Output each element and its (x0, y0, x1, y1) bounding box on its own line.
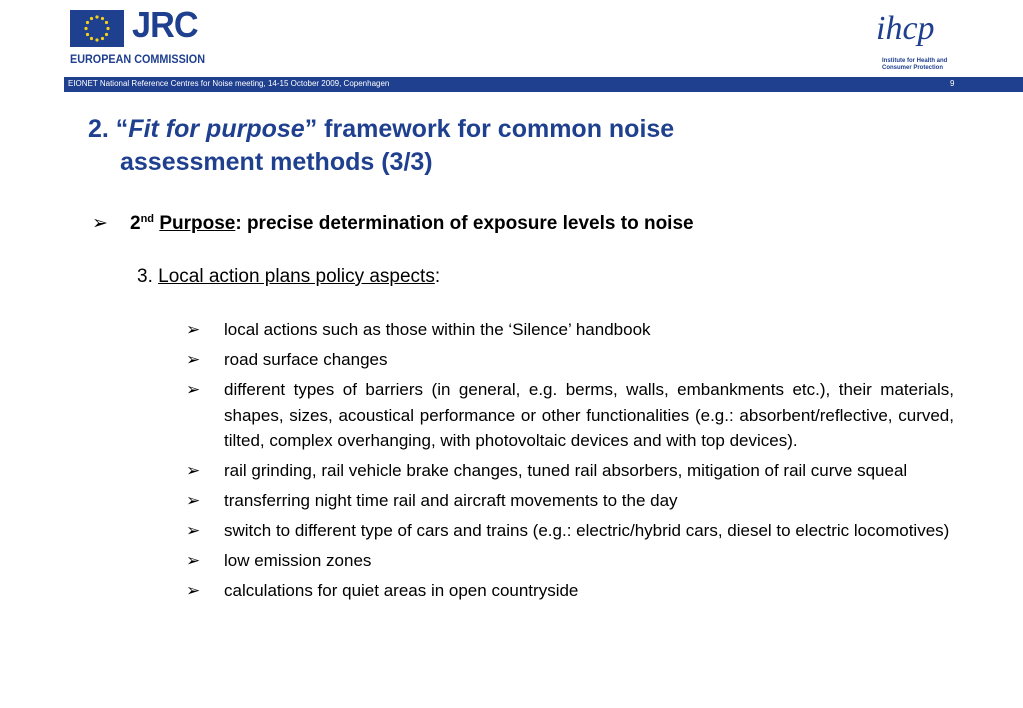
list-item (186, 578, 954, 604)
arrow-bullet-icon: ➢ (186, 380, 201, 399)
arrow-bullet-icon: ➢ (186, 551, 201, 570)
meeting-caption: EIONET National Reference Centres for Noise meeting, 14-15 October 2009, Copenhagen (68, 79, 390, 88)
arrow-bullet-icon: ➢ (186, 461, 201, 480)
title-prefix: 2. “ (88, 115, 129, 143)
purpose-text: : precise determination of exposure levels to noise (235, 213, 694, 234)
purpose-heading (92, 212, 694, 235)
european-commission-wordmark: EUROPEAN COMMISSION (70, 52, 206, 66)
arrow-bullet-icon: ➢ (92, 213, 108, 234)
purpose-number: 2 (130, 213, 141, 234)
jrc-logo (70, 4, 210, 70)
list-item-text: road surface changes (224, 350, 388, 369)
page-number: 9 (950, 79, 955, 88)
list-item (186, 548, 954, 574)
jrc-wordmark: JRC (132, 4, 198, 45)
list-item-text: low emission zones (224, 551, 372, 570)
list-item (186, 347, 954, 373)
list-item-text: switch to different type of cars and trains (e.g.: electric/hybrid cars, diesel to electric locomotives) (224, 521, 950, 540)
list-item-text: transferring night time rail and aircraft movements to the day (224, 491, 678, 510)
section-heading (137, 266, 440, 288)
list-item (186, 317, 954, 343)
ihcp-wordmark: ihcp (876, 10, 935, 47)
ihcp-caption: Institute for Health and Consumer Protection (882, 58, 948, 71)
purpose-ordinal: nd (140, 213, 155, 225)
purpose-label: Purpose (159, 213, 236, 234)
arrow-bullet-icon: ➢ (186, 521, 201, 540)
title-line2: assessment methods (3/3) (120, 148, 433, 176)
list-item-text: different types of barriers (in general, e.g. berms, walls, embankments etc.), their materials, shapes, sizes, acoustical performance or other functionalities (e.g.: absorbent/reflective, curved, tilted, complex overhanging, with photovoltaic devices and with top devices). (224, 380, 954, 450)
section-number: 3. (137, 266, 159, 287)
list-item (186, 518, 954, 544)
section-label: Local action plans policy aspects (158, 266, 435, 287)
arrow-bullet-icon: ➢ (186, 350, 201, 369)
list-item-text: rail grinding, rail vehicle brake changes, tuned rail absorbers, mitigation of rail curve squeal (224, 461, 908, 480)
arrow-bullet-icon: ➢ (186, 581, 201, 600)
arrow-bullet-icon: ➢ (186, 320, 201, 339)
list-item-text: local actions such as those within the ‘Silence’ handbook (224, 320, 651, 339)
list-item (186, 377, 954, 454)
list-item-text: calculations for quiet areas in open countryside (224, 581, 579, 600)
ihcp-logo (872, 10, 962, 76)
section-colon: : (434, 266, 441, 287)
arrow-bullet-icon: ➢ (186, 491, 201, 510)
title-emphasis: Fit for purpose (128, 115, 305, 143)
eu-flag-icon (70, 10, 124, 47)
measures-list (186, 317, 954, 608)
list-item (186, 488, 954, 514)
title-suffix: ” framework for common noise (304, 115, 675, 143)
slide-title (88, 113, 888, 179)
list-item (186, 458, 954, 484)
